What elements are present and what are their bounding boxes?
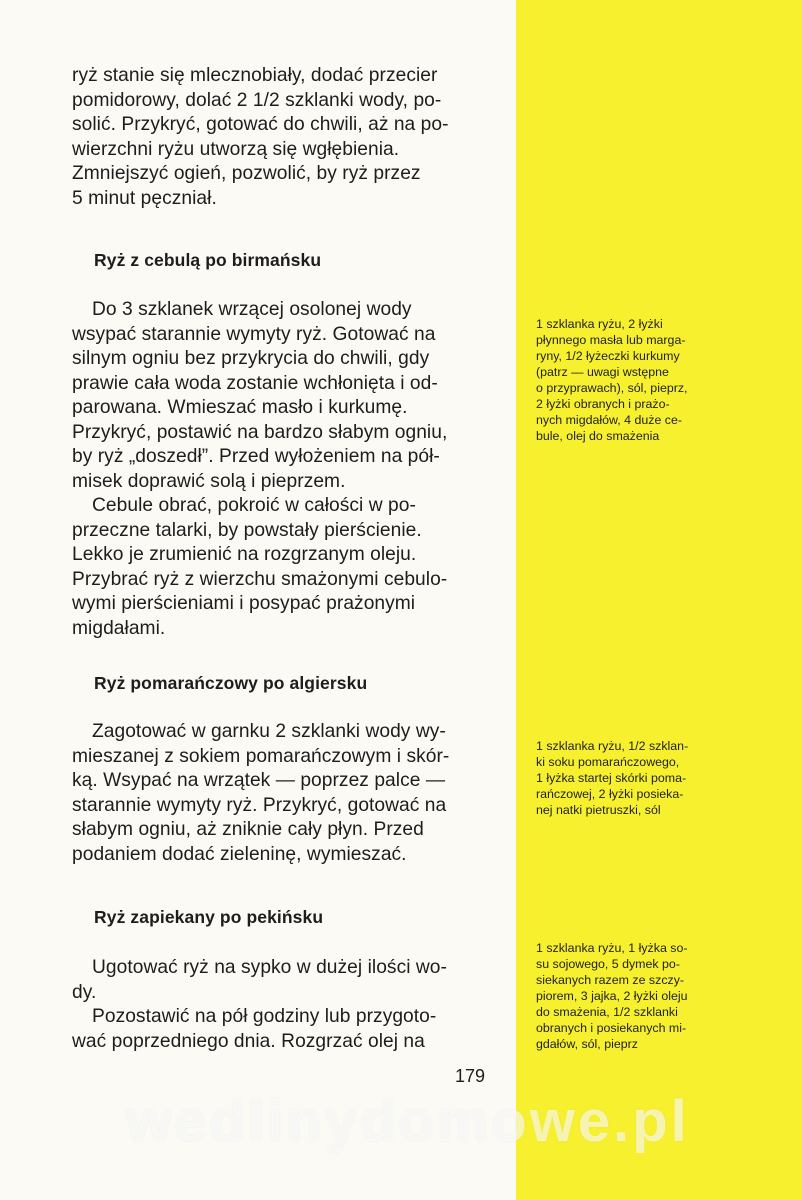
recipe-title-pekinsku: Ryż zapiekany po pekińsku — [94, 907, 324, 927]
text-line: starannie wymyty ryż. Przykryć, gotować na — [72, 794, 447, 816]
ingredient-line: płynnego masła lub marga- — [536, 333, 686, 347]
text-line: wymi pierścieniami i posypać prażonymi — [72, 593, 416, 614]
ingredient-line: o przyprawach), sól, pieprz, — [536, 381, 688, 395]
ingredients-algiersku — [536, 738, 728, 818]
text-line: Przykryć, postawić na bardzo słabym ogniu, — [72, 421, 448, 443]
ingredient-line: piorem, 3 jajka, 2 łyżki oleju — [536, 989, 688, 1003]
text-line: wsypać starannie wymyty ryż. Gotować na — [72, 323, 436, 345]
ingredient-line: bule, olej do smażenia — [536, 429, 660, 443]
text-line: Przybrać ryż z wierzchu smażonymi cebulo- — [72, 568, 448, 590]
ingredient-line: su sojowego, 5 dymek po- — [536, 957, 680, 971]
text-line: prawie cała woda zostanie wchłonięta i od- — [72, 372, 438, 394]
ingredients-birmansku — [536, 316, 728, 444]
text-line: słabym ogniu, aż zniknie cały płyn. Przed — [72, 819, 424, 840]
text-line: solić. Przykryć, gotować do chwili, aż na po- — [72, 114, 449, 135]
text-line: wierzchni ryżu utworzą się wgłębienia. — [72, 138, 400, 160]
text-line: przeczne talarki, by powstały pierścienie. — [72, 519, 422, 541]
text-line: mieszanej z sokiem pomarańczowym i skór- — [72, 745, 450, 767]
ingredient-line: 1 szklanka ryżu, 1 łyżka so- — [536, 941, 688, 955]
ingredient-line: obranych i posiekanych mi- — [536, 1021, 687, 1035]
ingredient-line: 2 łyżki obranych i prażo- — [536, 397, 670, 411]
text-line: Pozostawić na pół godziny lub przygoto- — [92, 1006, 437, 1027]
recipe-birmansku-body — [72, 298, 500, 641]
ingredient-line: rańczowej, 2 łyżki posieka- — [536, 787, 684, 801]
ingredient-line: do smażenia, 1/2 szklanki — [536, 1005, 678, 1019]
ingredient-line: siekanych razem ze szczy- — [536, 973, 685, 987]
text-line: Lekko je zrumienić na rozgrzanym oleju. — [72, 544, 417, 565]
text-line: 5 minut pęczniał. — [72, 187, 217, 209]
ingredient-line: nej natki pietruszki, sól — [536, 803, 661, 817]
recipe-title-birmansku: Ryż z cebulą po birmańsku — [94, 250, 322, 270]
text-line: podaniem dodać zieleninę, wymieszać. — [72, 843, 407, 865]
ingredient-line: ki soku pomarańczowego, — [536, 755, 680, 769]
recipe-algiersku-body — [72, 720, 500, 867]
watermark: wedlinydomowe.pl — [126, 1089, 690, 1154]
text-line: Ugotować ryż na sypko w dużej ilości wo- — [92, 957, 447, 978]
ingredient-line: 1 szklanka ryżu, 2 łyżki — [536, 317, 663, 331]
text-line: Zagotować w garnku 2 szklanki wody wy- — [92, 721, 446, 742]
ingredients-pekinsku — [536, 940, 728, 1052]
text-line: Zmniejszyć ogień, pozwolić, by ryż przez — [72, 163, 421, 184]
text-line: Do 3 szklanek wrzącej osolonej wody — [92, 299, 412, 320]
ingredient-line: gdałów, sól, pieprz — [536, 1037, 638, 1051]
text-line: Cebule obrać, pokroić w całości w po- — [92, 495, 416, 516]
page-number: 179 — [455, 1066, 486, 1086]
recipe-pekinsku-body — [72, 956, 500, 1054]
text-line: ryż stanie się mlecznobiały, dodać przecier — [72, 65, 438, 86]
ingredient-line: ryny, 1/2 łyżeczki kurkumy — [536, 349, 680, 363]
text-line: migdałami. — [72, 617, 166, 639]
recipe-title-algiersku: Ryż pomarańczowy po algiersku — [94, 673, 368, 693]
text-line: parowana. Wmieszać masło i kurkumę. — [72, 397, 408, 418]
text-line: dy. — [72, 981, 97, 1003]
text-line: pomidorowy, dolać 2 1/2 szklanki wody, po- — [72, 89, 442, 111]
text-line: wać poprzedniego dnia. Rozgrzać olej na — [72, 1030, 425, 1052]
text-line: misek doprawić solą i pieprzem. — [72, 470, 346, 492]
intro-paragraph — [72, 64, 500, 211]
ingredient-line: nych migdałów, 4 duże ce- — [536, 413, 683, 427]
ingredient-line: 1 szklanka ryżu, 1/2 szklan- — [536, 739, 689, 753]
text-line: silnym ogniu bez przykrycia do chwili, gdy — [72, 348, 430, 369]
ingredient-line: 1 łyżka startej skórki poma- — [536, 771, 687, 785]
ingredient-line: (patrz — uwagi wstępne — [536, 365, 669, 379]
text-line: ką. Wsypać na wrzątek — poprzez palce — — [72, 770, 446, 791]
text-line: by ryż „doszedł”. Przed wyłożeniem na pół- — [72, 446, 440, 467]
